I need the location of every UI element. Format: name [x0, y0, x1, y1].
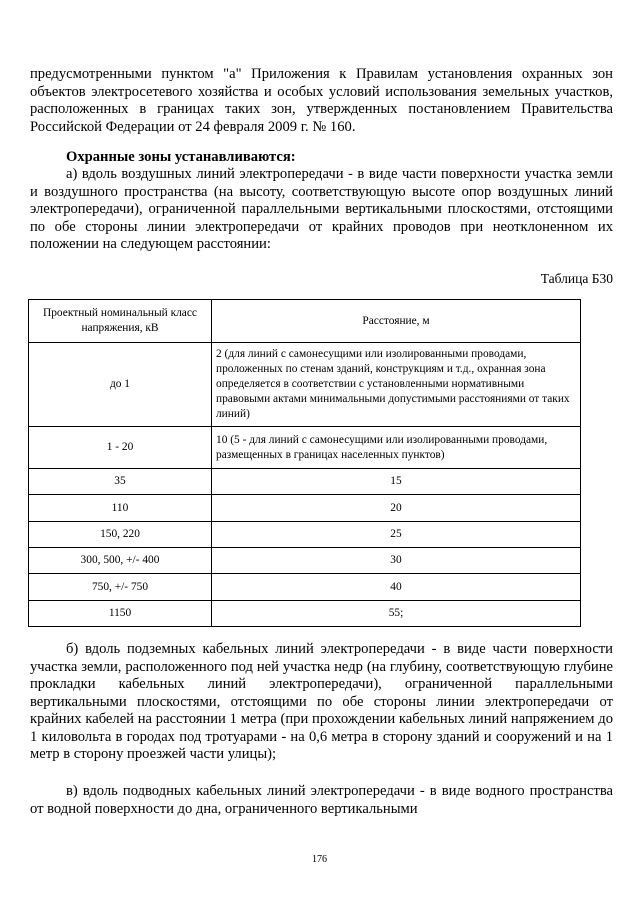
cell-voltage: 1 - 20 — [29, 427, 212, 469]
cell-distance: 2 (для линий с самонесущими или изолированными проводами, проложенных по стенам зданий, конструкциям и т.д., охранная зона определяется в соответствии с установленными нормативными правовыми актами минимальными допустимыми расстояниями от таких линий) — [212, 343, 581, 427]
header-distance: Расстояние, м — [212, 300, 581, 343]
paragraph-b: б) вдоль подземных кабельных линий электропередачи - в виде части поверхности участка земли, расположенного под ней участка недр (на глубину, соответствующую глубине прокладки кабельных линий электропередачи), ограниченной параллельными вертикальными плоскостями, отстоящими по обе стороны линии электропередачи от крайних кабелей на расстоянии 1 метра (при прохождении кабельных линий напряжением до 1 киловольта в городах под тротуарами - на 0,6 метра в сторону зданий и сооружений и на 1 метр в сторону проезжей части улицы); — [30, 641, 613, 762]
table-caption: Таблица Б30 — [540, 271, 613, 286]
table-row — [29, 522, 581, 548]
cell-distance: 40 — [212, 574, 581, 601]
cell-voltage: до 1 — [29, 343, 212, 427]
table-row — [29, 574, 581, 601]
page-number: 176 — [312, 854, 327, 865]
table-row — [29, 469, 581, 495]
paragraph-intro: предусмотренными пунктом "а" Приложения к Правилам установления охранных зон объектов электросетевого хозяйства и особых условий использования земельных участков, расположенных в границах таких зон, утвержденных постановлением Правительства Российской Федерации от 24 февраля 2009 г. № 160. — [30, 66, 613, 135]
cell-voltage: 110 — [29, 495, 212, 522]
table-row — [29, 548, 581, 574]
table-header-row — [29, 300, 581, 343]
table-row — [29, 343, 581, 427]
cell-distance: 20 — [212, 495, 581, 522]
cell-distance: 55; — [212, 601, 581, 627]
cell-distance: 30 — [212, 548, 581, 574]
zones-table — [28, 299, 581, 627]
table-row — [29, 601, 581, 627]
cell-voltage: 150, 220 — [29, 522, 212, 548]
paragraph-a: а) вдоль воздушных линий электропередачи - в виде части поверхности участка земли и воздушного пространства (на высоту, соответствующую высоте опор воздушных линий электропередачи), ограниченной параллельными вертикальными плоскостями, отстоящими по обе стороны линии электропередачи от крайних проводов при неотклоненном их положении на следующем расстоянии: — [30, 166, 613, 252]
cell-voltage: 1150 — [29, 601, 212, 627]
paragraph-c: в) вдоль подводных кабельных линий электропередачи - в виде водного пространства от водной поверхности до дна, ограниченного вертикальными — [30, 783, 613, 817]
cell-distance: 15 — [212, 469, 581, 495]
cell-voltage: 300, 500, +/- 400 — [29, 548, 212, 574]
cell-distance: 10 (5 - для линий с самонесущими или изолированными проводами, размещенных в границах населенных пунктов) — [212, 427, 581, 469]
header-voltage: Проектный номинальный класс напряжения, кВ — [29, 300, 212, 343]
table-row — [29, 495, 581, 522]
section-heading: Охранные зоны устанавливаются: — [66, 149, 296, 165]
cell-voltage: 35 — [29, 469, 212, 495]
table-row — [29, 427, 581, 469]
cell-voltage: 750, +/- 750 — [29, 574, 212, 601]
cell-distance: 25 — [212, 522, 581, 548]
